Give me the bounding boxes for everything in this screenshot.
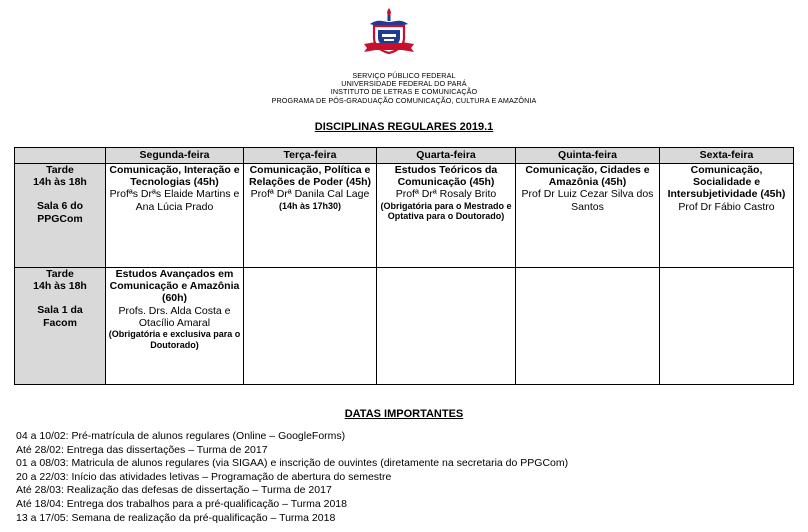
header-line: INSTITUTO DE LETRAS E COMUNICAÇÃO	[330, 87, 478, 97]
dates-title: DATAS IMPORTANTES	[344, 408, 464, 420]
university-crest-icon	[360, 6, 418, 58]
slot-room: Sala 1 da	[37, 304, 83, 317]
slot-room: Sala 6 do	[36, 200, 84, 213]
schedule-table	[14, 147, 794, 385]
course-professor: Profª Drª Rosaly Brito	[395, 188, 497, 201]
date-item: 01 a 08/03: Matricula de alunos regulares (via SIGAA) e inscrição de ouvintes (diretamente na secretaria do PPGCom)	[16, 457, 569, 470]
course-cell	[106, 268, 244, 385]
slot-period: Tarde	[46, 164, 74, 176]
day-header: Quarta-feira	[377, 148, 516, 164]
slot-period: Tarde	[46, 268, 74, 280]
date-item: Até 28/02: Entrega das dissertações – Turma de 2017	[16, 443, 268, 456]
course-professor: Prof Dr Fábio Castro	[678, 200, 775, 213]
institution-header	[0, 72, 808, 105]
table-corner-cell	[15, 148, 106, 164]
empty-course-cell	[244, 268, 377, 385]
course-cell	[106, 164, 244, 268]
course-professor: Profª Drª Danila Cal Lage	[250, 188, 370, 201]
date-item: 20 a 22/03: Início das atividades letivas – Programação de abertura do semestre	[16, 470, 392, 483]
course-name: Comunicação, Socialidade e Intersubjetividade (45h)	[667, 164, 786, 201]
day-header: Terça-feira	[244, 148, 377, 164]
course-note: (14h às 17h30)	[278, 200, 342, 211]
header-line: UNIVERSIDADE FEDERAL DO PARÁ	[341, 79, 467, 89]
course-cell	[660, 164, 794, 268]
date-item: Até 18/04: Entrega dos trabalhos para a pré-qualificação – Turma 2018	[16, 497, 347, 510]
time-slot-cell	[15, 268, 106, 385]
day-header: Sexta-feira	[660, 148, 794, 164]
day-header: Quinta-feira	[516, 148, 660, 164]
course-name: Estudos Avançados em Comunicação e Amazônia (60h)	[109, 268, 240, 305]
slot-room: Facom	[43, 316, 77, 329]
page-title: DISCIPLINAS REGULARES 2019.1	[314, 121, 494, 133]
empty-course-cell	[516, 268, 660, 385]
course-name: Comunicação, Interação e Tecnologias (45h)	[109, 164, 240, 189]
course-name: Comunicação, Cidades e Amazônia (45h)	[525, 164, 650, 189]
course-cell	[244, 164, 377, 268]
course-professor: Prof Dr Luiz Cezar Silva dos Santos	[521, 188, 654, 213]
empty-course-cell	[377, 268, 516, 385]
time-slot-cell	[15, 164, 106, 268]
course-note: (Obrigatória para o Mestrado e Optativa para o Doutorado)	[380, 200, 512, 222]
header-line: PROGRAMA DE PÓS-GRADUAÇÃO COMUNICAÇÃO, CULTURA E AMAZÔNIA	[271, 95, 537, 105]
slot-room: PPGCom	[37, 212, 83, 225]
slot-time: 14h às 18h	[33, 280, 87, 293]
course-professor: Profs. Drs. Alda Costa e Otacílio Amaral	[118, 304, 231, 329]
course-cell	[377, 164, 516, 268]
empty-course-cell	[660, 268, 794, 385]
course-cell	[516, 164, 660, 268]
course-name: Comunicação, Política e Relações de Poder (45h)	[249, 164, 371, 189]
date-item: Até 28/03: Realização das defesas de dissertação – Turma de 2017	[16, 484, 332, 497]
date-item: 04 a 10/02: Pré-matrícula de alunos regulares (Online – GoogleForms)	[16, 430, 346, 442]
course-name: Estudos Teóricos da Comunicação (45h)	[394, 164, 498, 189]
header-line: SERVIÇO PÚBLICO FEDERAL	[352, 71, 456, 80]
table-row	[15, 268, 794, 385]
day-header: Segunda-feira	[106, 148, 244, 164]
dates-list	[16, 430, 568, 525]
slot-time: 14h às 18h	[33, 176, 87, 189]
table-row	[15, 164, 794, 268]
course-professor: Profªs Drªs Elaide Martins e Ana Lúcia Prado	[109, 188, 240, 213]
course-note: (Obrigatória e exclusiva para o Doutorado)	[108, 329, 241, 350]
date-item: 13 a 17/05: Semana de realização da pré-qualificação – Turma 2018	[16, 511, 336, 524]
